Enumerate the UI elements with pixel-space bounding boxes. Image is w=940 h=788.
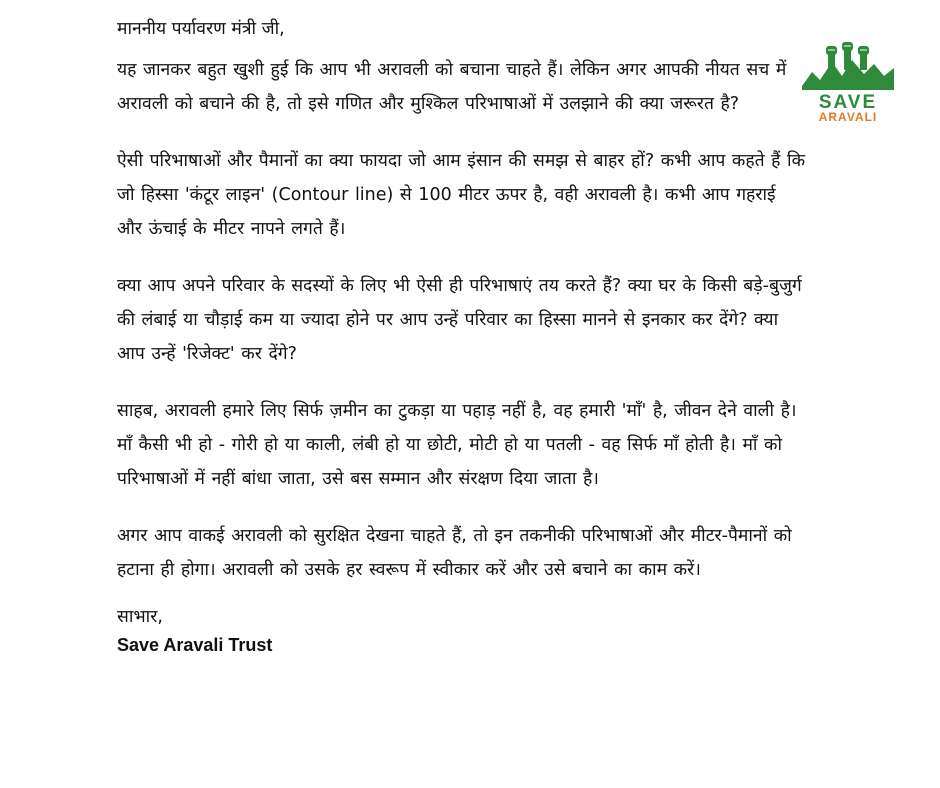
paragraph-3: क्या आप अपने परिवार के सदस्यों के लिए भी ऐसी ही परिभाषाएं तय करते हैं? क्या घर के किसी बड़े-बुजुर्ग की लंबाई या चौड़ाई कम या ज्यादा होने पर आप उन्हें परिवार का हिस्सा मानने से इनकार कर देंगे? क्या आप उन्हें 'रिजेक्ट' कर देंगे? xyxy=(117,276,802,364)
paragraph-4: साहब, अरावली हमारे लिए सिर्फ ज़मीन का टुकड़ा या पहाड़ नहीं है, वह हमारी 'माँ' है, जीवन देने वाली है। माँ कैसी भी हो - गोरी हो या काली, लंबी हो या छोटी, मोटी हो या पतली - वह सिर्फ माँ होती है। माँ को परिभाषाओं में नहीं बांधा जाता, उसे बस सम्मान और संरक्षण दिया जाता है। xyxy=(117,401,797,489)
signoff: साभार, xyxy=(117,607,163,627)
paragraph-5: अगर आप वाकई अरावली को सुरक्षित देखना चाहते हैं, तो इन तकनीकी परिभाषाओं और मीटर-पैमानों को हटाना ही होगा। अरावली को उसके हर स्वरूप में स्वीकार करें और उसे बचाने का काम करें। xyxy=(117,526,792,580)
raised-fists-mountain-icon xyxy=(802,42,894,122)
logo-save-text: SAVE xyxy=(818,92,878,113)
letter-body xyxy=(117,12,807,659)
organization-name: Save Aravali Trust xyxy=(117,635,273,655)
paragraph-2: ऐसी परिभाषाओं और पैमानों का क्या फायदा जो आम इंसान की समझ से बाहर हों? कभी आप कहते हैं कि जो हिस्सा 'कंटूर लाइन' (Contour line) से 100 मीटर ऊपर है, वही अरावली है। कभी आप गहराई और ऊंचाई के मीटर नापने लगते हैं। xyxy=(117,151,806,239)
save-aravali-logo xyxy=(802,42,894,122)
logo-aravali-text: ARAVALI xyxy=(818,110,878,122)
paragraph-1: यह जानकर बहुत खुशी हुई कि आप भी अरावली को बचाना चाहते हैं। लेकिन अगर आपकी नीयत सच में अरावली को बचाने की है, तो इसे गणित और मुश्किल परिभाषाओं में उलझाने की क्या जरूरत है? xyxy=(117,60,787,114)
salutation: माननीय पर्यावरण मंत्री जी, xyxy=(117,19,285,39)
